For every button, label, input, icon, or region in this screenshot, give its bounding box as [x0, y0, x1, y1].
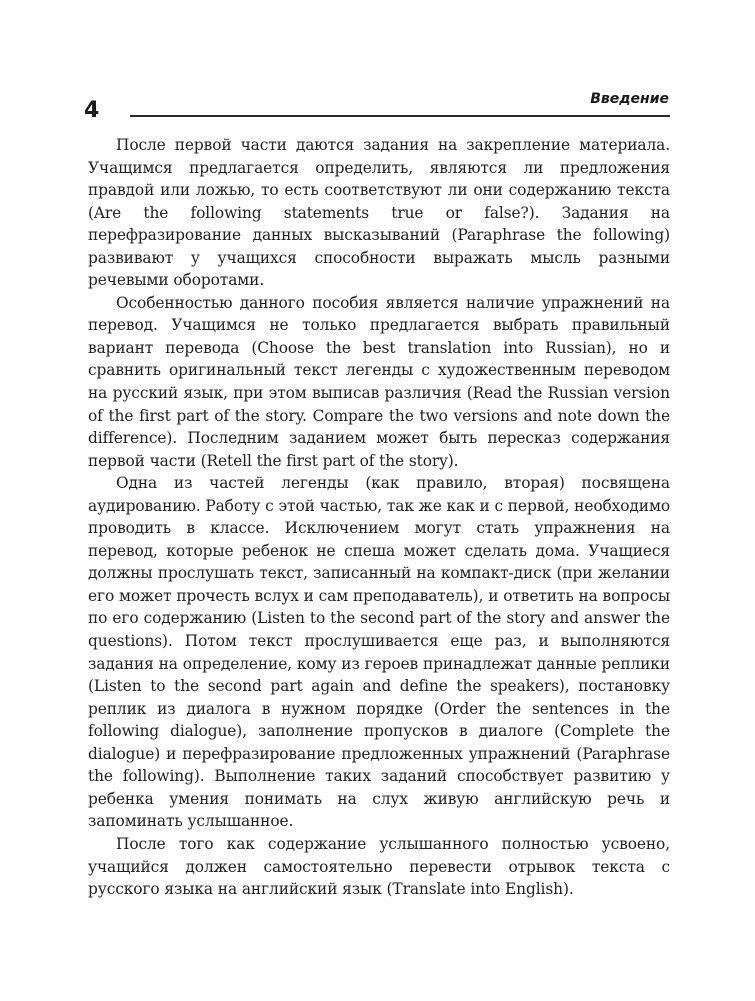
paragraph: После первой части даются задания на закрепление материала. Учащимся предлагается определить, являются ли предложения правдой или ложью, то есть соответствуют ли они содержанию текста (Are the following statements true or false?). Задания на перефразирование данных высказываний (Paraphrase the following) развивают у учащихся способности выражать мысль разными речевыми оборотами.: [88, 136, 670, 290]
body-text: [88, 134, 670, 901]
paragraph: После того как содержание услышанного полностью усвоено, учащийся должен самостоятельно перевести отрывок текста с русского языка на английский язык (Translate into English).: [88, 834, 670, 899]
section-title: Введение: [590, 91, 669, 107]
paragraph: Одна из частей легенды (как правило, вторая) посвящена аудированию. Работу с этой частью, так же как и с первой, необходимо проводить в классе. Исключением могут стать упражнения на перевод, которые ребенок не спеша может сделать дома. Учащиеся должны прослушать текст, записанный на компакт-диск (при желании его может прочесть вслух и сам преподаватель), и ответить на вопросы по его содержанию (Listen to the second part of the story and answer the questions). Потом текст прослушивается еще раз, и выполняются задания на определение, кому из героев принадлежат данные реплики (Listen to the second part again and define the speakers), постановку реплик из диалога в нужном порядке (Order the sentences in the following dialogue), заполнение пропусков в диалоге (Complete the dialogue) и перефразирование предложенных упражнений (Paraphrase the following). Выполнение таких заданий способствует развитию у ребенка умения понимать на слух живую английскую речь и запоминать услышанное.: [88, 474, 670, 831]
page-number: 4: [84, 98, 100, 123]
paragraph: Особенностью данного пособия является наличие упражнений на перевод. Учащимся не только предлагается выбрать правильный вариант перевода (Choose the best translation into Russian), но и сравнить оригинальный текст легенды с художественным переводом на русский язык, при этом выписав различия (Read the Russian version of the first part of the story. Compare the two versions and note down the difference). Последним заданием может быть пересказ содержания первой части (Retell the first part of the story).: [88, 293, 670, 470]
header-rule: [130, 115, 670, 117]
